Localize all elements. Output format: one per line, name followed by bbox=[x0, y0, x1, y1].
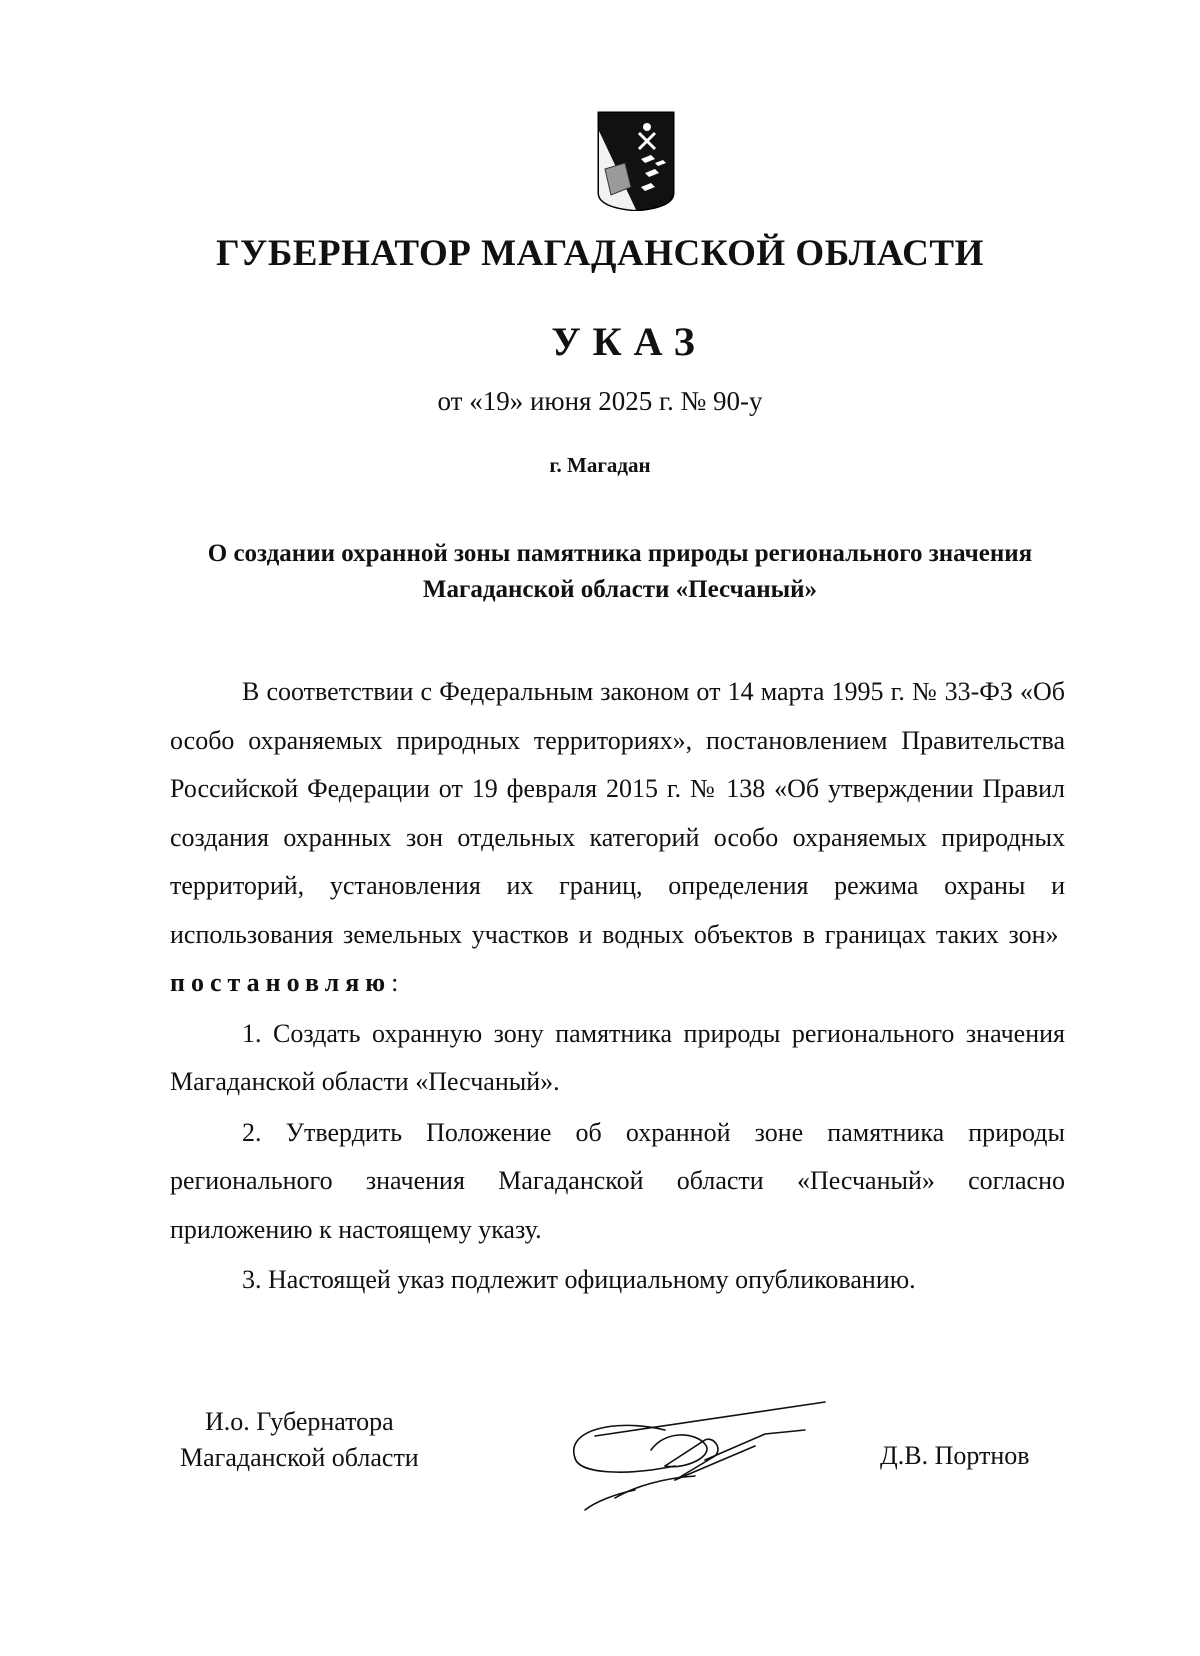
coat-of-arms-icon bbox=[597, 111, 675, 211]
handwritten-signature bbox=[555, 1390, 835, 1520]
preamble-paragraph bbox=[170, 668, 1065, 1008]
decree-word: постановляю bbox=[170, 968, 392, 997]
decree-item: 1. Создать охранную зону памятника природы регионального значения Магаданской области «Песчаный». bbox=[170, 1018, 1065, 1096]
signatory-name: Д.В. Портнов bbox=[880, 1441, 1030, 1470]
document-date-number: от «19» июня 2025 г. № 90-у bbox=[437, 386, 763, 416]
document-type: УКАЗ bbox=[551, 319, 707, 364]
document-subject: О создании охранной зоны памятника природы регионального значения Магаданской области «Песчаный» bbox=[207, 540, 1033, 603]
decree-colon: : bbox=[391, 968, 399, 997]
decree-item: 3. Настоящей указ подлежит официальному опубликованию. bbox=[242, 1265, 916, 1294]
signatory-position-line: И.о. Губернатора bbox=[204, 1407, 394, 1436]
preamble-text: В соответствии с Федеральным законом от 14 марта 1995 г. № 33-ФЗ «Об особо охраняемых природных территориях», постановлением Правительства Российской Федерации от 19 февраля 2015 г. № 138 «Об утверждении Правил создания охранных зон отдельных категорий особо охраняемых природных территорий, установления их границ, определения режима охраны и использования земельных участков и водных объектов в границах таких зон» bbox=[170, 677, 1065, 949]
decree-item: 2. Утвердить Положение об охранной зоне памятника природы регионального значения Магаданской области «Песчаный» согласно приложению к настоящему указу. bbox=[170, 1117, 1065, 1244]
signatory-position-line: Магаданской области bbox=[180, 1443, 419, 1472]
document-place: г. Магадан bbox=[549, 453, 651, 477]
document-body bbox=[170, 668, 1065, 1305]
issuing-authority: ГУБЕРНАТОР МАГАДАНСКОЙ ОБЛАСТИ bbox=[216, 233, 984, 274]
signatory-position bbox=[180, 1404, 419, 1476]
